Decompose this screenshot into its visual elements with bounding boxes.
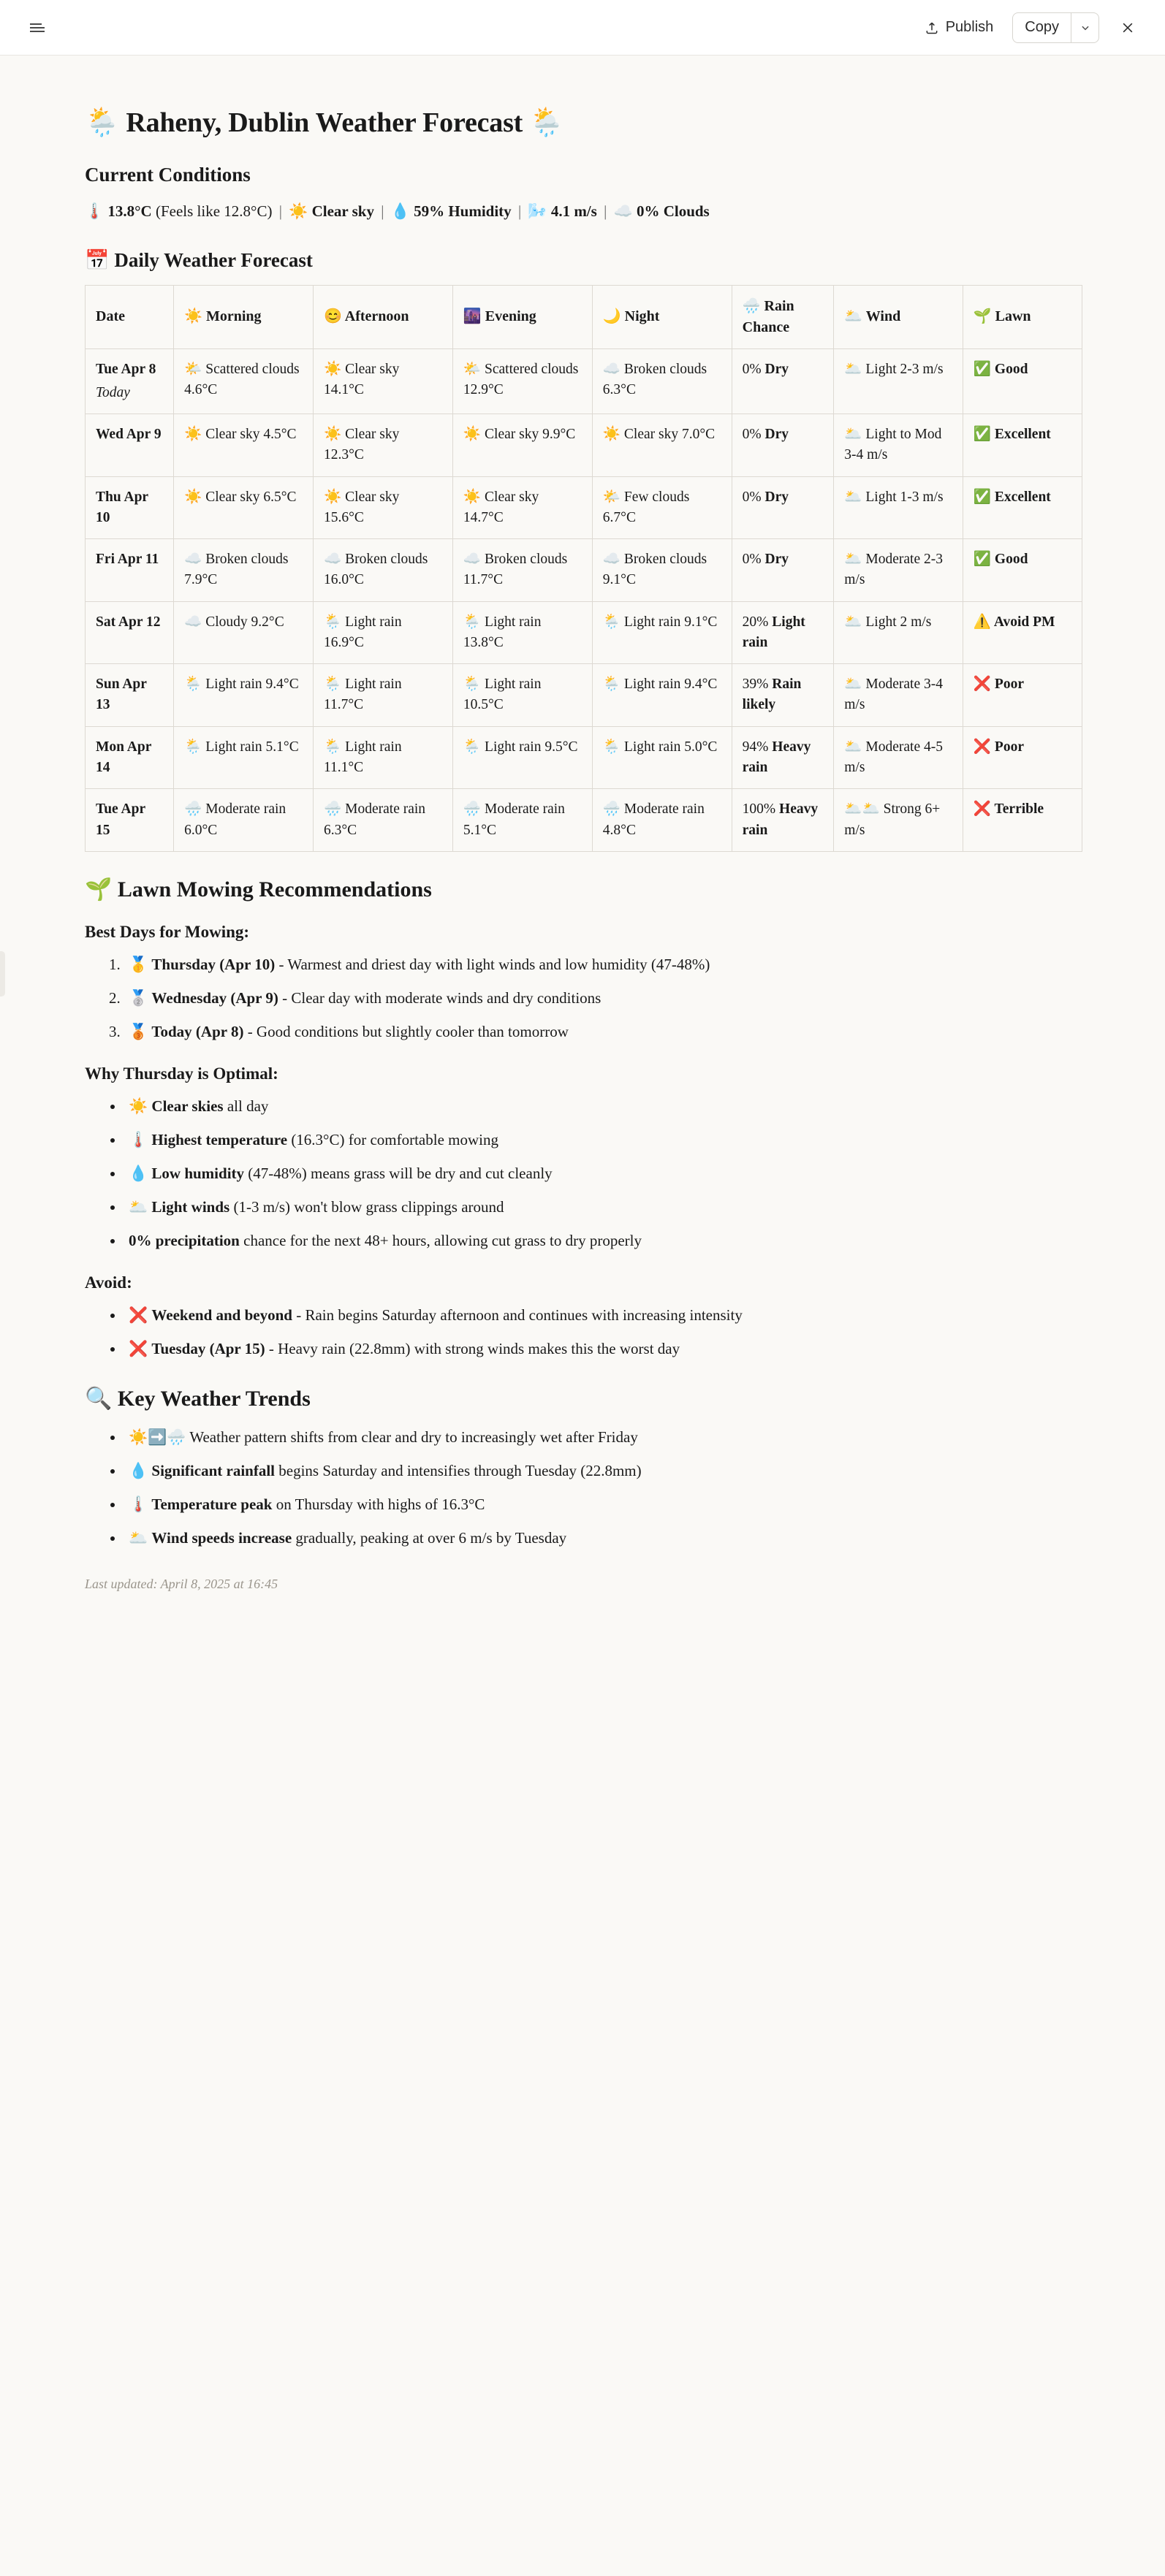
best-days-heading: Best Days for Mowing: bbox=[85, 922, 250, 941]
th-afternoon: 😊 Afternoon bbox=[313, 285, 452, 348]
cell-afternoon: ☀️ Clear sky 15.6°C bbox=[313, 476, 452, 539]
trends-heading: 🔍 Key Weather Trends bbox=[85, 1386, 311, 1411]
best-day-text: - Clear day with moderate winds and dry conditions bbox=[282, 988, 602, 1007]
point-bold: Clear skies bbox=[151, 1097, 224, 1115]
th-date: Date bbox=[86, 285, 174, 348]
cell-wind: 🌥️ Light 2 m/s bbox=[834, 601, 963, 664]
rain-pct: 0% bbox=[742, 427, 762, 443]
cell-lawn: ❌ Terrible bbox=[963, 789, 1082, 852]
cell-evening: 🌦️ Light rain 9.5°C bbox=[452, 726, 592, 789]
rain-pct: 0% bbox=[742, 489, 762, 505]
point-icon: 🌥️ bbox=[129, 1197, 148, 1216]
cell-evening: 🌦️ Light rain 10.5°C bbox=[452, 664, 592, 727]
cell-afternoon: 🌦️ Light rain 11.7°C bbox=[313, 664, 452, 727]
cell-night: ☁️ Broken clouds 6.3°C bbox=[592, 348, 732, 414]
table-body bbox=[86, 348, 1082, 851]
table-row bbox=[86, 601, 1082, 664]
cell-afternoon: 🌧️ Moderate rain 6.3°C bbox=[313, 789, 452, 852]
current-sky: Clear sky bbox=[311, 202, 374, 220]
page-title: 🌦️ Raheny, Dublin Weather Forecast 🌦️ bbox=[85, 107, 564, 138]
cell-evening: ☁️ Broken clouds 11.7°C bbox=[452, 539, 592, 602]
cell-morning: 🌦️ Light rain 5.1°C bbox=[174, 726, 314, 789]
recommendations-heading: 🌱 Lawn Mowing Recommendations bbox=[85, 877, 432, 902]
close-icon[interactable] bbox=[1115, 15, 1140, 40]
best-day-text: - Warmest and driest day with light winds and low humidity (47-48%) bbox=[278, 955, 710, 973]
rain-word: Heavy rain bbox=[742, 739, 811, 775]
cell-rain bbox=[732, 348, 834, 414]
rain-word: Dry bbox=[764, 489, 789, 505]
humidity-icon: 💧 bbox=[390, 202, 410, 220]
point-bold: Tuesday (Apr 15) bbox=[151, 1339, 265, 1357]
medal-icon: 🥇 bbox=[129, 955, 148, 973]
th-wind: 🌥️ Wind bbox=[834, 285, 963, 348]
cell-night: 🌦️ Light rain 9.1°C bbox=[592, 601, 732, 664]
cell-date: Mon Apr 14 bbox=[86, 726, 174, 789]
cell-rain bbox=[732, 414, 834, 477]
rain-pct: 0% bbox=[742, 552, 762, 568]
cell-rain bbox=[732, 664, 834, 727]
rain-word: Rain likely bbox=[742, 677, 802, 713]
chevron-down-icon[interactable] bbox=[1071, 13, 1098, 42]
point-text: begins Saturday and intensifies through Tuesday (22.8mm) bbox=[275, 1461, 642, 1479]
why-heading: Why Thursday is Optimal: bbox=[85, 1064, 278, 1083]
point-text: gradually, peaking at over 6 m/s by Tuesday bbox=[292, 1529, 567, 1547]
side-handle[interactable] bbox=[0, 951, 5, 997]
cell-rain bbox=[732, 539, 834, 602]
cell-wind: 🌥️ Light 1-3 m/s bbox=[834, 476, 963, 539]
best-day-name: Wednesday (Apr 9) bbox=[151, 988, 278, 1007]
list-item bbox=[124, 1425, 1080, 1449]
trend-icon: ☀️➡️🌧️ bbox=[129, 1428, 186, 1446]
list-item bbox=[124, 1336, 1080, 1361]
cell-afternoon: ☀️ Clear sky 12.3°C bbox=[313, 414, 452, 477]
rain-word: Dry bbox=[764, 427, 789, 443]
cell-morning: ☁️ Broken clouds 7.9°C bbox=[174, 539, 314, 602]
th-lawn: 🌱 Lawn bbox=[963, 285, 1082, 348]
cell-night: 🌧️ Moderate rain 4.8°C bbox=[592, 789, 732, 852]
cell-lawn: ⚠️ Avoid PM bbox=[963, 601, 1082, 664]
forecast-heading: 📅 Daily Weather Forecast bbox=[85, 248, 313, 271]
current-clouds: 0% Clouds bbox=[636, 202, 710, 220]
cell-lawn: ❌ Poor bbox=[963, 726, 1082, 789]
cell-evening: ☀️ Clear sky 9.9°C bbox=[452, 414, 592, 477]
publish-label: Publish bbox=[945, 19, 994, 35]
cell-morning: 🌤️ Scattered clouds 4.6°C bbox=[174, 348, 314, 414]
cell-rain bbox=[732, 789, 834, 852]
point-text: - Rain begins Saturday afternoon and continues with increasing intensity bbox=[292, 1306, 743, 1324]
table-row bbox=[86, 726, 1082, 789]
point-icon: 🌡️ bbox=[129, 1130, 148, 1148]
point-bold: Highest temperature bbox=[151, 1130, 288, 1148]
point-text: (47-48%) means grass will be dry and cut cleanly bbox=[244, 1164, 553, 1182]
table-row bbox=[86, 476, 1082, 539]
clouds-icon: ☁️ bbox=[613, 202, 633, 220]
list-item bbox=[124, 986, 1080, 1010]
temp-icon: 🌡️ bbox=[85, 202, 105, 220]
point-bold: Weekend and beyond bbox=[151, 1306, 292, 1324]
list-item bbox=[124, 1127, 1080, 1152]
point-text: on Thursday with highs of 16.3°C bbox=[272, 1495, 485, 1513]
th-night: 🌙 Night bbox=[592, 285, 732, 348]
cell-date bbox=[86, 348, 174, 414]
table-row bbox=[86, 348, 1082, 414]
medal-icon: 🥈 bbox=[129, 988, 148, 1007]
trend-icon: 🌥️ bbox=[129, 1529, 148, 1547]
divider-2: | bbox=[381, 202, 384, 220]
cell-evening: ☀️ Clear sky 14.7°C bbox=[452, 476, 592, 539]
avoid-heading: Avoid: bbox=[85, 1273, 132, 1292]
current-conditions-line bbox=[85, 199, 1080, 224]
cell-rain bbox=[732, 601, 834, 664]
cell-date: Sun Apr 13 bbox=[86, 664, 174, 727]
cell-date: Fri Apr 11 bbox=[86, 539, 174, 602]
list-item bbox=[124, 1458, 1080, 1483]
cell-afternoon: 🌦️ Light rain 11.1°C bbox=[313, 726, 452, 789]
rain-pct: 20% bbox=[742, 614, 769, 630]
cell-morning: 🌦️ Light rain 9.4°C bbox=[174, 664, 314, 727]
cell-evening: 🌤️ Scattered clouds 12.9°C bbox=[452, 348, 592, 414]
table-head bbox=[86, 285, 1082, 348]
toolbar-right bbox=[922, 12, 1140, 43]
avoid-list bbox=[85, 1303, 1080, 1361]
point-text: chance for the next 48+ hours, allowing cut grass to dry properly bbox=[239, 1231, 642, 1249]
current-humidity: 59% Humidity bbox=[414, 202, 512, 220]
best-days-list bbox=[85, 952, 1080, 1044]
cell-morning: ☀️ Clear sky 4.5°C bbox=[174, 414, 314, 477]
sky-icon: ☀️ bbox=[289, 202, 308, 220]
point-bold: Significant rainfall bbox=[151, 1461, 276, 1479]
document-body bbox=[0, 56, 1165, 1621]
cell-morning: ☁️ Cloudy 9.2°C bbox=[174, 601, 314, 664]
current-feels: (Feels like 12.8°C) bbox=[155, 202, 273, 220]
trend-icon: 💧 bbox=[129, 1461, 148, 1479]
point-text: all day bbox=[223, 1097, 269, 1115]
cell-evening: 🌧️ Moderate rain 5.1°C bbox=[452, 789, 592, 852]
cell-date: Wed Apr 9 bbox=[86, 414, 174, 477]
point-icon: ☀️ bbox=[129, 1097, 148, 1115]
cell-lawn: ✅ Good bbox=[963, 539, 1082, 602]
cell-night: 🌦️ Light rain 5.0°C bbox=[592, 726, 732, 789]
cell-lawn: ✅ Excellent bbox=[963, 414, 1082, 477]
list-item bbox=[124, 1161, 1080, 1186]
cell-wind: 🌥️ Moderate 3-4 m/s bbox=[834, 664, 963, 727]
cell-night: 🌤️ Few clouds 6.7°C bbox=[592, 476, 732, 539]
cell-wind: 🌥️ Light to Mod 3-4 m/s bbox=[834, 414, 963, 477]
copy-button[interactable]: Copy bbox=[1025, 19, 1059, 35]
table-header-row bbox=[86, 285, 1082, 348]
medal-icon: 🥉 bbox=[129, 1022, 148, 1040]
date-note: Today bbox=[96, 384, 130, 400]
hamburger-glyph bbox=[30, 21, 45, 34]
list-item bbox=[124, 1194, 1080, 1219]
list-item bbox=[124, 1303, 1080, 1327]
cell-date: Tue Apr 15 bbox=[86, 789, 174, 852]
cell-wind: 🌥️ Moderate 2-3 m/s bbox=[834, 539, 963, 602]
rain-word: Dry bbox=[764, 552, 789, 568]
cell-afternoon: 🌦️ Light rain 16.9°C bbox=[313, 601, 452, 664]
cell-night: ☀️ Clear sky 7.0°C bbox=[592, 414, 732, 477]
upload-icon bbox=[925, 20, 939, 35]
th-morning: ☀️ Morning bbox=[174, 285, 314, 348]
cell-lawn: ✅ Good bbox=[963, 348, 1082, 414]
best-day-text: - Good conditions but slightly cooler than tomorrow bbox=[247, 1022, 569, 1040]
th-rain: 🌧️ Rain Chance bbox=[732, 285, 834, 348]
point-text: (1-3 m/s) won't blow grass clippings around bbox=[229, 1197, 504, 1216]
copy-button-group bbox=[1012, 12, 1099, 43]
list-item bbox=[124, 1094, 1080, 1119]
cell-wind: 🌥️🌥️ Strong 6+ m/s bbox=[834, 789, 963, 852]
cell-date: Sat Apr 12 bbox=[86, 601, 174, 664]
rain-pct: 39% bbox=[742, 677, 769, 693]
table-row bbox=[86, 414, 1082, 477]
publish-button[interactable] bbox=[922, 15, 997, 40]
point-bold: Low humidity bbox=[151, 1164, 245, 1182]
rain-word: Dry bbox=[764, 361, 789, 377]
point-text: Weather pattern shifts from clear and dry to increasingly wet after Friday bbox=[189, 1428, 638, 1446]
table-row bbox=[86, 789, 1082, 852]
cross-icon: ❌ bbox=[129, 1339, 148, 1357]
point-bold: Light winds bbox=[151, 1197, 230, 1216]
toolbar-left bbox=[25, 15, 50, 40]
current-conditions-heading: Current Conditions bbox=[85, 164, 251, 186]
cell-rain bbox=[732, 476, 834, 539]
rain-word: Heavy rain bbox=[742, 801, 819, 838]
cell-evening: 🌦️ Light rain 13.8°C bbox=[452, 601, 592, 664]
toolbar bbox=[0, 0, 1165, 56]
rain-pct: 0% bbox=[742, 361, 762, 377]
cell-night: ☁️ Broken clouds 9.1°C bbox=[592, 539, 732, 602]
last-updated: Last updated: April 8, 2025 at 16:45 bbox=[85, 1577, 278, 1592]
point-text: - Heavy rain (22.8mm) with strong winds makes this the worst day bbox=[265, 1339, 680, 1357]
table-row bbox=[86, 664, 1082, 727]
rain-pct: 94% bbox=[742, 739, 769, 755]
date-text: Tue Apr 8 bbox=[96, 361, 156, 377]
current-temp: 13.8°C bbox=[107, 202, 152, 220]
list-item bbox=[124, 1525, 1080, 1550]
point-text: (16.3°C) for comfortable mowing bbox=[287, 1130, 498, 1148]
list-item bbox=[124, 1492, 1080, 1517]
cell-wind: 🌥️ Light 2-3 m/s bbox=[834, 348, 963, 414]
trends-list bbox=[85, 1425, 1080, 1550]
divider-1: | bbox=[278, 202, 282, 220]
hamburger-icon[interactable] bbox=[25, 15, 50, 40]
current-wind: 4.1 m/s bbox=[550, 202, 597, 220]
cell-afternoon: ☀️ Clear sky 14.1°C bbox=[313, 348, 452, 414]
cell-wind: 🌥️ Moderate 4-5 m/s bbox=[834, 726, 963, 789]
cell-rain bbox=[732, 726, 834, 789]
divider-4: | bbox=[604, 202, 607, 220]
rain-pct: 100% bbox=[742, 801, 776, 818]
cell-morning: 🌧️ Moderate rain 6.0°C bbox=[174, 789, 314, 852]
point-bold: Wind speeds increase bbox=[151, 1529, 292, 1547]
trend-icon: 🌡️ bbox=[129, 1495, 148, 1513]
th-evening: 🌆 Evening bbox=[452, 285, 592, 348]
cell-morning: ☀️ Clear sky 6.5°C bbox=[174, 476, 314, 539]
cell-lawn: ❌ Poor bbox=[963, 664, 1082, 727]
best-day-name: Today (Apr 8) bbox=[151, 1022, 244, 1040]
cell-afternoon: ☁️ Broken clouds 16.0°C bbox=[313, 539, 452, 602]
wind-icon: 🌬️ bbox=[528, 202, 547, 220]
rain-word: Light rain bbox=[742, 614, 805, 650]
table-row bbox=[86, 539, 1082, 602]
best-day-name: Thursday (Apr 10) bbox=[151, 955, 276, 973]
why-list bbox=[85, 1094, 1080, 1253]
list-item bbox=[124, 1019, 1080, 1044]
list-item bbox=[124, 952, 1080, 977]
cell-night: 🌦️ Light rain 9.4°C bbox=[592, 664, 732, 727]
point-bold: 0% precipitation bbox=[129, 1231, 240, 1249]
point-bold: Temperature peak bbox=[151, 1495, 273, 1513]
cell-lawn: ✅ Excellent bbox=[963, 476, 1082, 539]
list-item bbox=[124, 1228, 1080, 1253]
cross-icon: ❌ bbox=[129, 1306, 148, 1324]
point-icon: 💧 bbox=[129, 1164, 148, 1182]
divider-3: | bbox=[517, 202, 522, 220]
forecast-table bbox=[85, 285, 1082, 852]
cell-date: Thu Apr 10 bbox=[86, 476, 174, 539]
